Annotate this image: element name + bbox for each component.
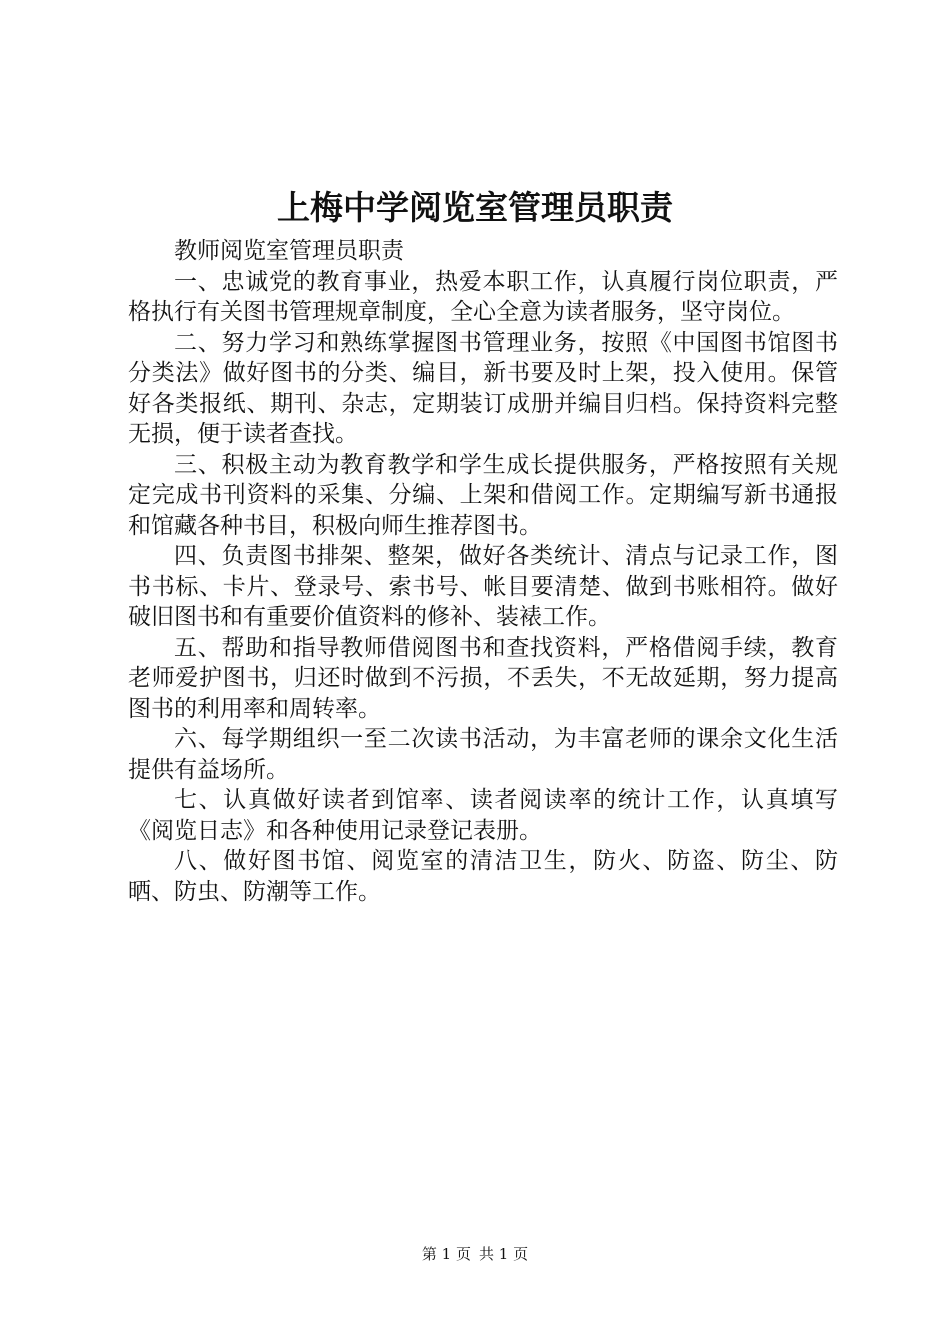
document-body — [128, 236, 838, 907]
duty-paragraph-4: 四、负责图书排架、整架，做好各类统计、清点与记录工作，图书书标、卡片、登录号、索书号、帐目要清楚、做到书账相符。做好破旧图书和有重要价值资料的修补、装裱工作。 — [128, 543, 838, 630]
duty-paragraph-3: 三、积极主动为教育教学和学生成长提供服务，严格按照有关规定完成书刊资料的采集、分编、上架和借阅工作。定期编写新书通报和馆藏各种书目，积极向师生推荐图书。 — [128, 451, 838, 539]
page-total: 共 1 页 — [479, 1245, 529, 1263]
duty-paragraph-2: 二、努力学习和熟练掌握图书管理业务，按照《中国图书馆图书分类法》做好图书的分类、编目，新书要及时上架，投入使用。保管好各类报纸、期刊、杂志，定期装订成册并编目归档。保持资料完整无损，便于读者查找。 — [128, 329, 838, 447]
page-footer — [0, 1244, 950, 1264]
subtitle-paragraph: 教师阅览室管理员职责 — [174, 238, 404, 264]
duty-paragraph-5: 五、帮助和指导教师借阅图书和查找资料，严格借阅手续，教育老师爱护图书，归还时做到不污损，不丢失，不无故延期，努力提高图书的利用率和周转率。 — [128, 634, 838, 722]
duty-paragraph-1: 一、忠诚党的教育事业，热爱本职工作，认真履行岗位职责，严格执行有关图书管理规章制度，全心全意为读者服务，坚守岗位。 — [128, 268, 838, 325]
duty-paragraph-7: 七、认真做好读者到馆率、读者阅读率的统计工作，认真填写《阅览日志》和各种使用记录登记表册。 — [128, 787, 838, 844]
page-number: 第 1 页 — [421, 1245, 471, 1263]
duty-paragraph-6: 六、每学期组织一至二次读书活动，为丰富老师的课余文化生活提供有益场所。 — [128, 726, 838, 783]
document-title: 上梅中学阅览室管理员职责 — [277, 188, 673, 227]
duty-paragraph-8: 八、做好图书馆、阅览室的清洁卫生，防火、防盗、防尘、防晒、防虫、防潮等工作。 — [128, 848, 838, 905]
